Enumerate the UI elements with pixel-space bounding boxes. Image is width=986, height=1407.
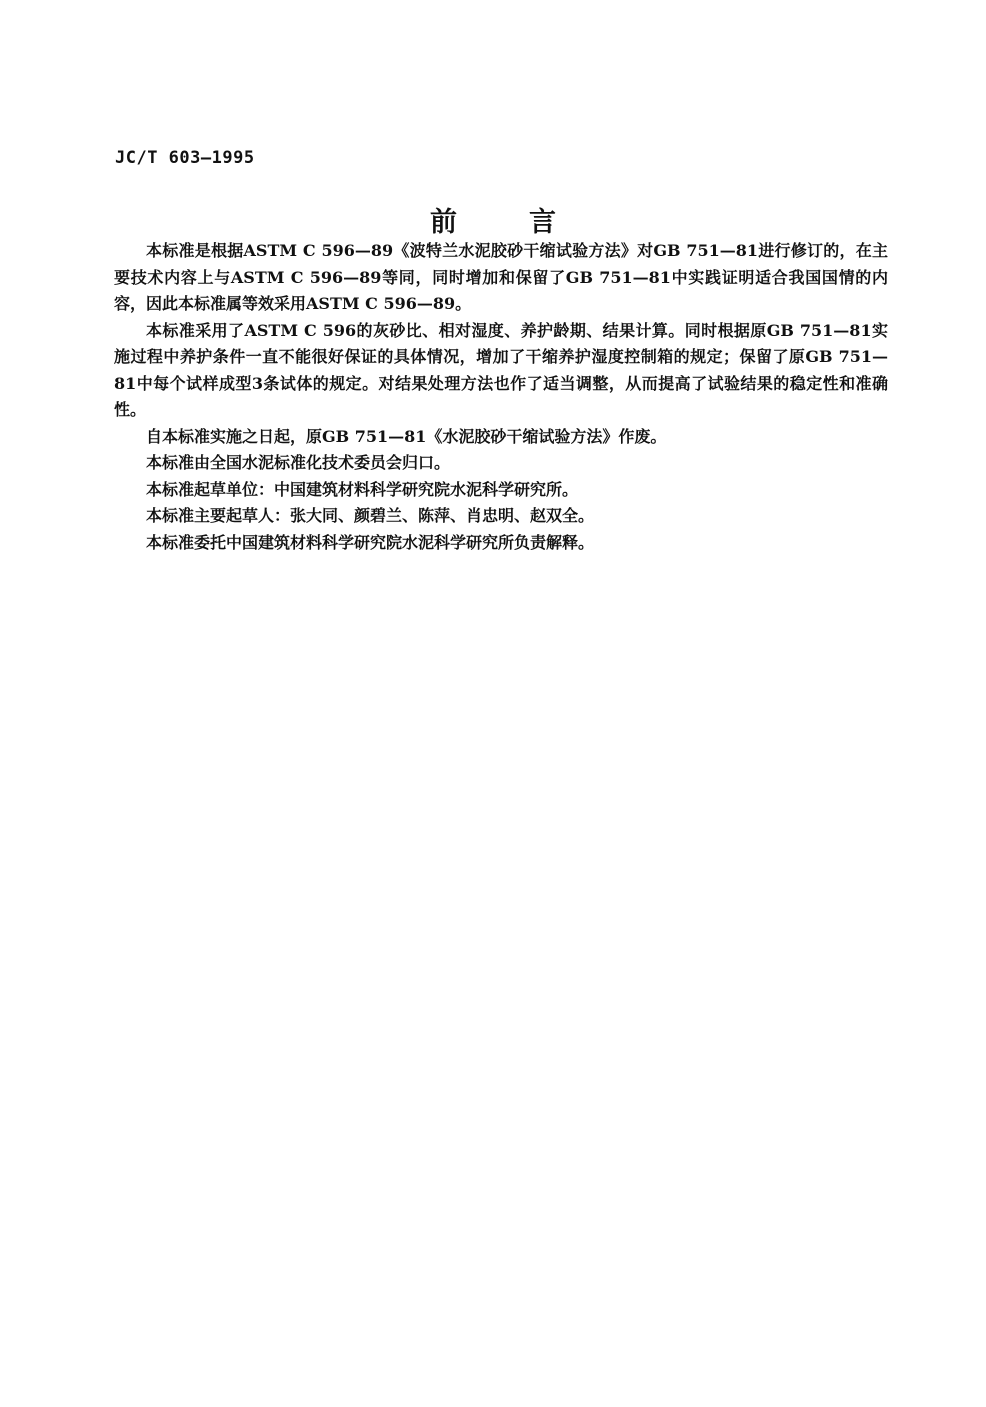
title-char-2: 言 <box>529 207 556 238</box>
paragraph-drafting-unit: 本标准起草单位：中国建筑材料科学研究院水泥科学研究所。 <box>146 479 579 499</box>
paragraph-revision-basis: 本标准是根据ASTM C 596—89《波特兰水泥胶砂干缩试验方法》对GB 751—81进行修订的，在主要技术内容上与ASTM C 596—89等同，同时增加和保留了GB 751—81中实践证明适合我国国情的内容，因此本标准属等效采用ASTM C 596—89。 <box>114 241 888 313</box>
paragraph-adopted-content: 本标准采用了ASTM C 596的灰砂比、相对湿度、养护龄期、结果计算。同时根据原GB 751—81实施过程中养护条件一直不能很好保证的具体情况，增加了干缩养护湿度控制箱的规定；保留了原GB 751—81中每个试样成型3条试体的规定。对结果处理方法也作了适当调整，从而提高了试验结果的稳定性和准确性。 <box>114 320 888 419</box>
paragraph-responsible-committee: 本标准由全国水泥标准化技术委员会归口。 <box>146 453 451 472</box>
page-title <box>0 200 986 239</box>
paragraph-interpretation: 本标准委托中国建筑材料科学研究院水泥科学研究所负责解释。 <box>146 532 595 552</box>
document-code: JC/T 603—1995 <box>115 148 255 168</box>
title-char-1: 前 <box>430 207 457 238</box>
paragraph-drafters: 本标准主要起草人：张大同、颜碧兰、陈萍、肖忠明、赵双全。 <box>146 506 595 525</box>
paragraph-supersedes: 自本标准实施之日起，原GB 751—81《水泥胶砂干缩试验方法》作废。 <box>146 426 667 446</box>
foreword-body <box>114 238 888 556</box>
